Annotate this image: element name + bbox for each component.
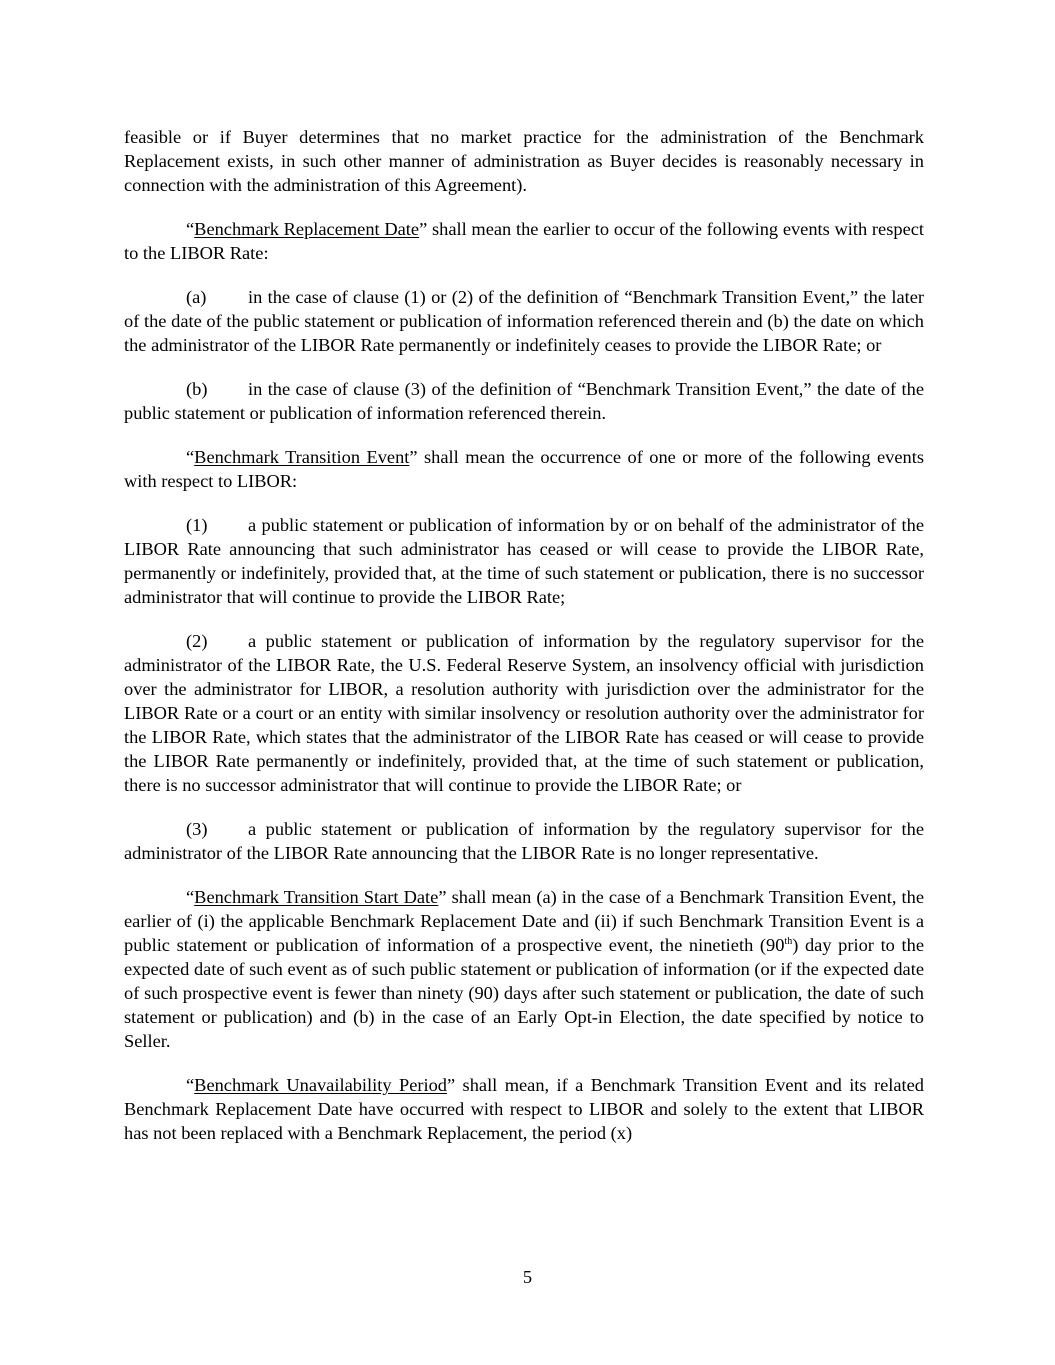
definition-benchmark-replacement-date [124,217,924,265]
defined-term: Benchmark Transition Start Date [194,887,439,907]
item-text: a public statement or publication of information by or on behalf of the administrator of the LIBOR Rate announcing that such administrator has ceased or will cease to provide the LIBOR Rate, permanently or indefinitely, provided that, at the time of such statement or publication, there is no successor administrator that will continue to provide the LIBOR Rate; [124,515,924,607]
defined-term: Benchmark Unavailability Period [194,1075,447,1095]
definition-text: ” shall mean (a) in the case of a Benchmark Transition Event, the earlier of (i) the applicable Benchmark Replacement Date and (ii) if such Benchmark Transition Event is a public statement or publication of information of a prospective event, the ninetieth (90 [124,887,924,955]
document-page [124,125,924,1165]
item-label: (1) [186,515,208,535]
list-item-b [124,377,924,425]
definition-benchmark-transition-start-date [124,885,924,1053]
item-label: (3) [186,819,208,839]
open-quote: “ [186,887,195,907]
open-quote: “ [186,219,195,239]
item-text: a public statement or publication of information by the regulatory supervisor for the administrator of the LIBOR Rate announcing that the LIBOR Rate is no longer representative. [124,819,924,863]
list-item-1 [124,513,924,609]
item-label: (2) [186,631,208,651]
item-label: (a) [186,287,207,307]
item-label: (b) [186,379,208,399]
open-quote: “ [186,447,195,467]
item-text: in the case of clause (3) of the definition of “Benchmark Transition Event,” the date of the public statement or publication of information referenced therein. [124,379,924,423]
defined-term: Benchmark Replacement Date [194,219,420,239]
definition-text: ” shall mean the earlier to occur of the following events with respect to the LIBOR Rate: [124,219,925,263]
list-item-a [124,285,924,357]
definition-benchmark-unavailability-period [124,1073,924,1145]
open-quote: “ [186,1075,195,1095]
item-text: a public statement or publication of information by the regulatory supervisor for the administrator of the LIBOR Rate, the U.S. Federal Reserve System, an insolvency official with jurisdiction over the administrator for LIBOR, a resolution authority with jurisdiction over the administrator for the LIBOR Rate or a court or an entity with similar insolvency or resolution authority over the administrator for the LIBOR Rate, which states that the administrator of the LIBOR Rate has ceased or will cease to provide the LIBOR Rate permanently or indefinitely, provided that, at the time of such statement or publication, there is no successor administrator that will continue to provide the LIBOR Rate; or [124,631,924,795]
list-item-2 [124,629,924,797]
item-text: in the case of clause (1) or (2) of the definition of “Benchmark Transition Event,” the later of the date of the public statement or publication of information referenced therein and (b) the date on which the administrator of the LIBOR Rate permanently or indefinitely ceases to provide the LIBOR Rate; or [124,287,924,355]
defined-term: Benchmark Transition Event [194,447,410,467]
ordinal-superscript: th [784,936,793,947]
paragraph-continuation: feasible or if Buyer determines that no market practice for the administration of the Benchmark Replacement exists, in such other manner of administration as Buyer decides is reasonably necessary in connection with the administration of this Agreement). [124,127,924,195]
definition-text: ” shall mean the occurrence of one or more of the following events with respect to LIBOR: [124,447,924,491]
definition-text: ” shall mean, if a Benchmark Transition Event and its related Benchmark Replacement Date have occurred with respect to LIBOR and solely to the extent that LIBOR has not been replaced with a Benchmark Replacement, the period (x) [124,1075,924,1143]
list-item-3 [124,817,924,865]
page-number: 5 [522,1267,533,1287]
definition-benchmark-transition-event [124,445,924,493]
definition-text-continued: ) day prior to the expected date of such event as of such public statement or publication of information (or if the expected date of such prospective event is fewer than ninety (90) days after such statement or publication, the date of such statement or publication) and (b) in the case of an Early Opt-in Election, the date specified by notice to Seller. [124,935,924,1051]
